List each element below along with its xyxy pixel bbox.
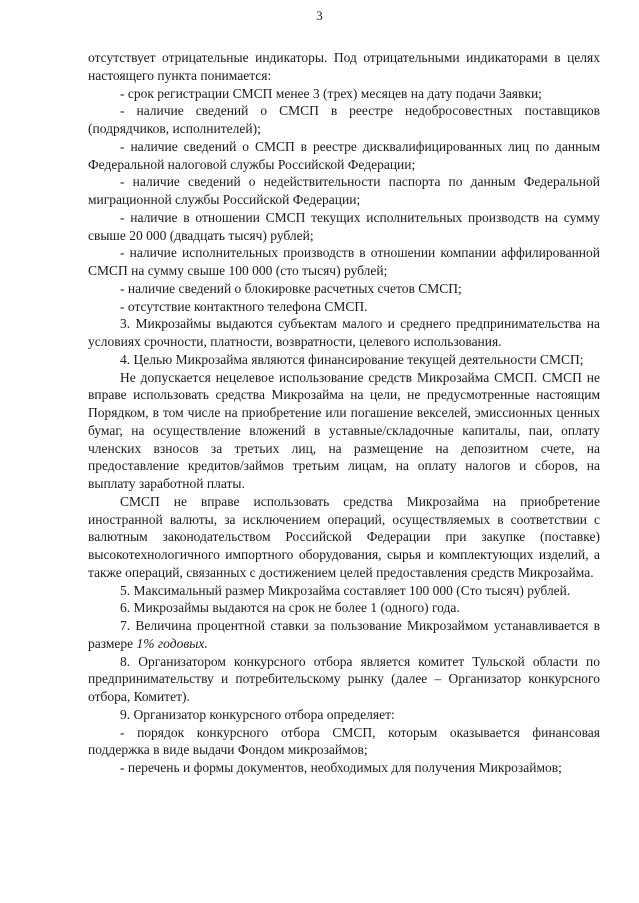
page-number: 3 <box>316 8 323 23</box>
list-item: - порядок конкурсного отбора СМСП, которым оказывается финансовая поддержка в виде выдачи Фондом микрозаймов; <box>88 724 600 758</box>
paragraph-7-text: 7. Величина процентной ставки за пользование Микрозаймом устанавливается в размере <box>88 618 600 651</box>
paragraph-3: 3. Микрозаймы выдаются субъектам малого и среднего предпринимательства на условиях срочности, платности, возвратности, целевого использования. <box>88 316 600 349</box>
paragraph-8: 8. Организатором конкурсного отбора является комитет Тульской области по предпринимательству и потребительскому рынку (далее – Организатор конкурсного отбора, Комитет). <box>88 653 600 704</box>
paragraph-intro: отсутствует отрицательные индикаторы. Под отрицательными индикаторами в целях настоящего пункта понимается: <box>88 50 600 83</box>
paragraph-currency: СМСП не вправе использовать средства Микрозайма на приобретение иностранной валюты, за исключением операций, осуществляемых в соответствии с валютным законодательством Российской Федерации при закупке (поставке) высокотехнологичного импортного оборудования, сырья и комплектующих изделий, а также операций, связанных с достижением целей предоставления средств Микрозайма. <box>88 493 600 580</box>
list-item: - наличие в отношении СМСП текущих исполнительных производств на сумму свыше 20 000 (двадцать тысяч) рублей; <box>88 209 600 243</box>
paragraph-7 <box>88 617 600 653</box>
list-item: - перечень и формы документов, необходимых для получения Микрозаймов; <box>120 760 562 775</box>
paragraph-6: 6. Микрозаймы выдаются на срок не более 1 (одного) года. <box>120 600 460 616</box>
list-item: - наличие исполнительных производств в отношении компании аффилированной СМСП на сумму свыше 100 000 (сто тысяч) рублей; <box>88 245 600 278</box>
paragraph-4: 4. Целью Микрозайма являются финансирование текущей деятельности СМСП; <box>120 351 584 367</box>
list-item: - наличие сведений о недействительности паспорта по данным Федеральной миграционной службы Российской Федерации; <box>88 174 600 207</box>
paragraph-misuse: Не допускается нецелевое использование средств Микрозайма СМСП. СМСП не вправе использовать средства Микрозайма на цели, не предусмотренные настоящим Порядком, в том числе на приобретение или погашение векселей, эмиссионных ценных бумаг, на осуществление вложений в уставные/складочные капиталы, паи, оплату членских взносов за третьих лиц, на размещение на депозитном счете, на предоставление кредитов/займов третьим лицам, на оплату налогов и сборов, на выплату заработной платы. <box>88 369 600 491</box>
paragraph-5: 5. Максимальный размер Микрозайма составляет 100 000 (Сто тысяч) рублей. <box>120 582 571 598</box>
list-item: - наличие сведений о СМСП в реестре дисквалифицированных лиц по данным Федеральной налоговой службы Российской Федерации; <box>88 138 600 172</box>
list-item: - наличие сведений о блокировке расчетных счетов СМСП; <box>120 280 462 296</box>
list-item: - наличие сведений о СМСП в реестре недобросовестных поставщиков (подрядчиков, исполнителей); <box>88 103 600 136</box>
document-body <box>88 49 600 777</box>
paragraph-9: 9. Организатор конкурсного отбора определяет: <box>120 706 395 722</box>
list-item: - отсутствие контактного телефона СМСП. <box>120 298 368 314</box>
interest-rate: 1% годовых. <box>136 635 208 651</box>
list-item: - срок регистрации СМСП менее 3 (трех) месяцев на дату подачи Заявки; <box>120 85 542 101</box>
